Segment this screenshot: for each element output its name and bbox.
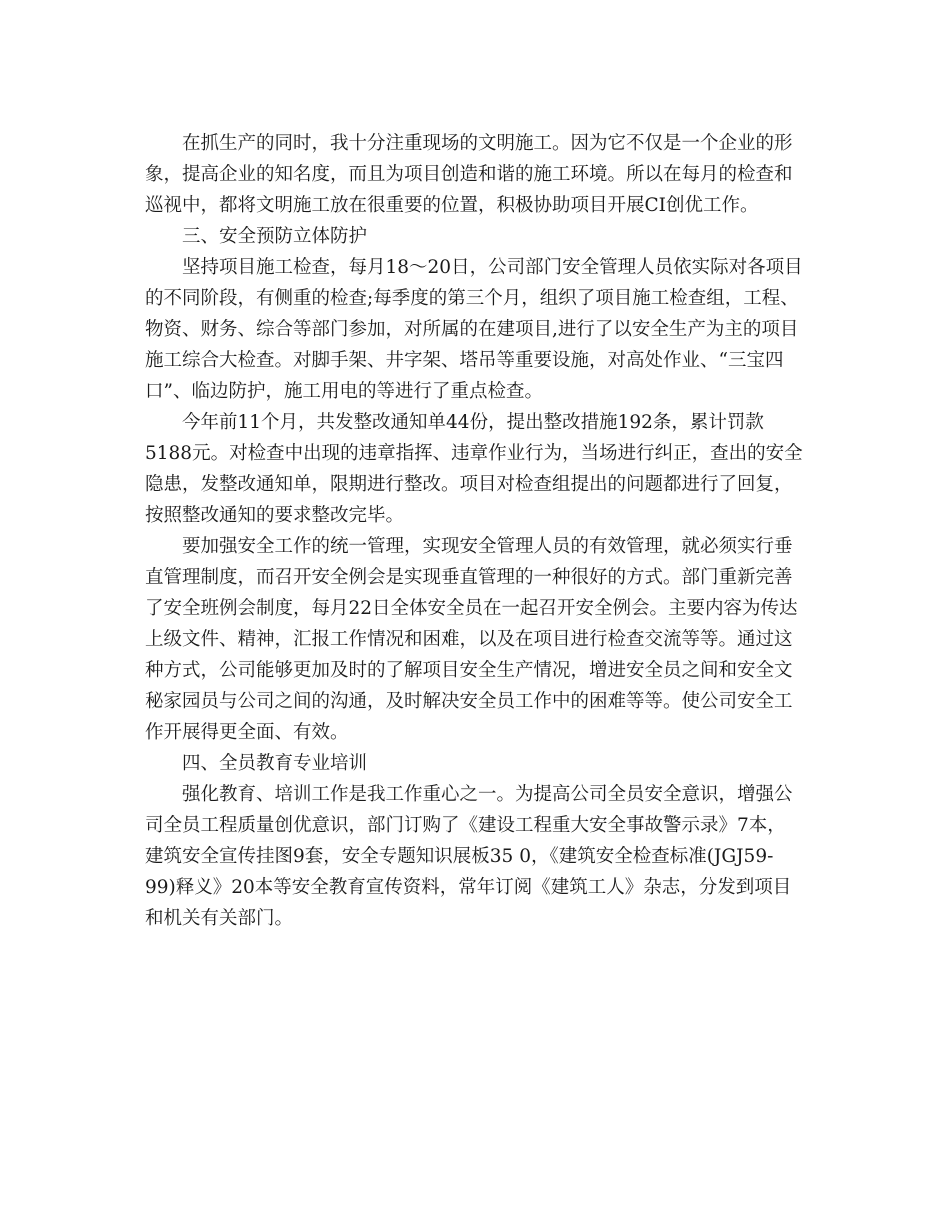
- text-line: 直管理制度，而召开安全例会是实现垂直管理的一种很好的方式。部门重新完善: [145, 567, 793, 588]
- text-line: 秘家园员与公司之间的沟通，及时解决安全员工作中的困难等等。使公司安全工: [145, 691, 793, 712]
- text-line: 种方式，公司能够更加及时的了解项目安全生产情况，增进安全员之间和安全文: [145, 660, 793, 681]
- text-line: 今年前11个月，共发整改通知单44份，提出整改措施192条，累计罚款: [182, 412, 764, 433]
- text-line: 要加强安全工作的统一管理，实现安全管理人员的有效管理，就必须实行垂: [182, 536, 793, 557]
- text-line: 隐患，发整改通知单，限期进行整改。项目对检查组提出的问题都进行了回复，: [145, 474, 793, 495]
- text-line: 上级文件、精神，汇报工作情况和困难，以及在项目进行检查交流等等。通过这: [145, 629, 793, 650]
- text-line: 四、全员教育专业培训: [182, 753, 368, 774]
- text-line: 司全员工程质量创优意识，部门订购了《建设工程重大安全事故警示录》7本，: [145, 815, 786, 836]
- text-line: 按照整改通知的要求整改完毕。: [145, 505, 405, 526]
- text-line: 口”、临边防护，施工用电的等进行了重点检查。: [145, 381, 543, 402]
- text-line: 强化教育、培训工作是我工作重心之一。为提高公司全员安全意识，增强公: [182, 784, 793, 805]
- text-line: 99)释义》20本等安全教育宣传资料，常年订阅《建筑工人》杂志，分发到项目: [145, 877, 792, 898]
- text-line: 施工综合大检查。对脚手架、井字架、塔吊等重要设施，对高处作业、“三宝四: [145, 350, 784, 371]
- text-line: 作开展得更全面、有效。: [145, 722, 349, 743]
- text-line: 和机关有关部门。: [145, 908, 294, 929]
- text-line: 建筑安全宣传挂图9套，安全专题知识展板35 0，《建筑安全检查标准(JGJ59-: [145, 846, 774, 867]
- text-line: 5188元。对检查中出现的违章指挥、违章作业行为，当场进行纠正，查出的安全: [145, 443, 803, 464]
- document-body: [145, 128, 803, 934]
- text-line: 巡视中，都将文明施工放在很重要的位置，积极协助项目开展CI创优工作。: [145, 195, 759, 216]
- text-line: 物资、财务、综合等部门参加，对所属的在建项目,进行了以安全生产为主的项目: [145, 319, 799, 340]
- text-line: 了安全班例会制度，每月22日全体安全员在一起召开安全例会。主要内容为传达: [145, 598, 798, 619]
- text-line: 象，提高企业的知名度，而且为项目创造和谐的施工环境。所以在每月的检查和: [145, 164, 793, 185]
- text-line: 在抓生产的同时，我十分注重现场的文明施工。因为它不仅是一个企业的形: [182, 133, 793, 154]
- text-line: 三、安全预防立体防护: [182, 226, 368, 247]
- text-line: 的不同阶段，有侧重的检查;每季度的第三个月，组织了项目施工检查组，工程、: [145, 288, 799, 309]
- text-line: 坚持项目施工检查，每月18～20日，公司部门安全管理人员依实际对各项目: [182, 257, 803, 278]
